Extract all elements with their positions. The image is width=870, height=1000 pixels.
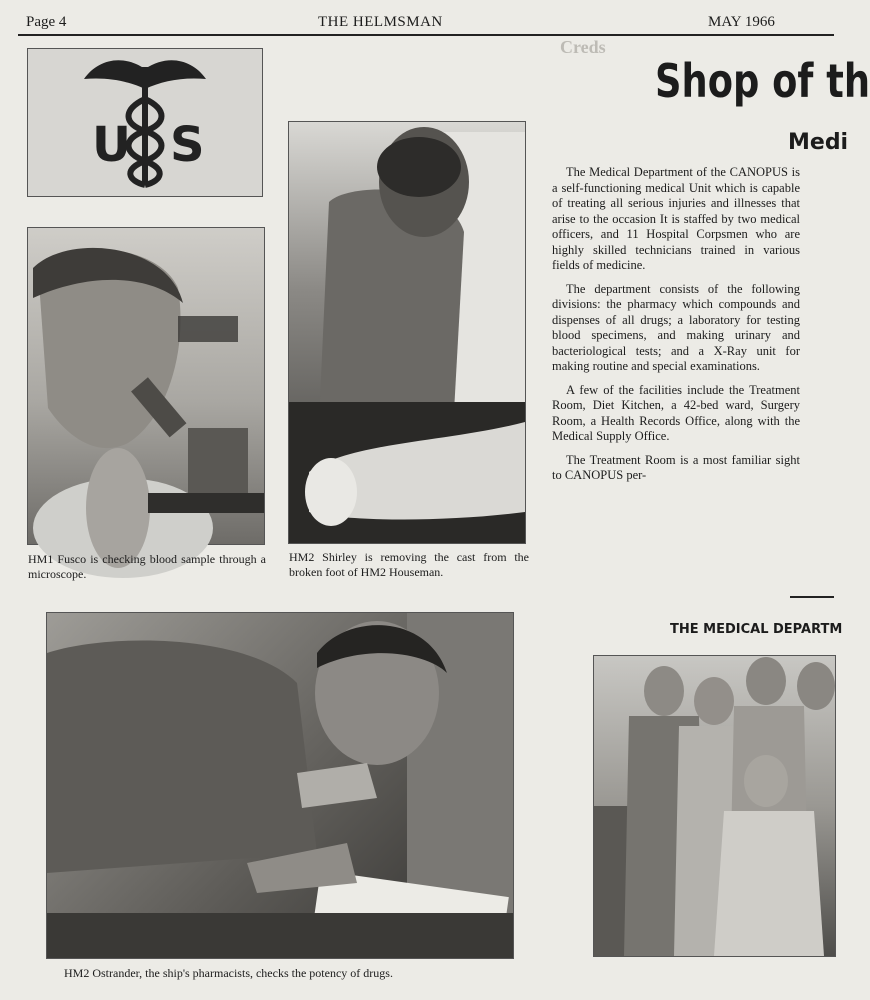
ostrander-caption: HM2 Ostrander, the ship's pharmacists, checks the potency of drugs. [64,966,393,980]
article-paragraph: The department consists of the following divisions: the pharmacy which compounds and dispenses of all drugs; a laboratory for testing blood specimens, and making urinary and bacteriological tests; and a X-Ray unit for making routine and special examinations. [552,281,800,373]
page-header [18,8,834,36]
article-paragraph: A few of the facilities include the Treatment Room, Diet Kitchen, a 42-bed ward, Surgery Room, a Health Records Office, along with the Medical Supply Office. [552,382,800,443]
section-divider [790,596,834,598]
article-paragraph: The Medical Department of the CANOPUS is a self-functioning medical Unit which is capable of treating all serious injuries and illnesses that arise to the occasion It is staffed by two medical officers, and 11 Hospital Corpsmen who are highly skilled technicians trained in various fields of medicine. [552,165,800,272]
newspaper-title: THE HELMSMAN [318,14,443,30]
article-subhead: Medi [788,130,849,155]
article-headline: Shop of th [655,54,870,108]
fusco-caption: HM1 Fusco is checking blood sample through a microscope. [28,552,266,581]
caduceus-icon [28,49,262,196]
article-paragraph: The Treatment Room is a most familiar sight to CANOPUS per- [552,452,800,482]
fusco-microscope-photo [27,227,265,545]
article-body [552,165,800,492]
medical-department-group-photo [593,655,836,957]
medical-logo-image [27,48,263,197]
page-number: Page 4 [26,14,67,30]
medical-department-photo-title: THE MEDICAL DEPARTM [670,622,843,637]
svg-text:U: U [92,117,131,173]
issue-date: MAY 1966 [708,14,775,30]
svg-text:S: S [170,117,205,173]
ostrander-pharmacist-photo [46,612,514,959]
bleed-through-word: Creds [560,37,606,57]
shirley-cast-photo [288,121,526,544]
shirley-caption: HM2 Shirley is removing the cast from the broken foot of HM2 Houseman. [289,550,529,579]
